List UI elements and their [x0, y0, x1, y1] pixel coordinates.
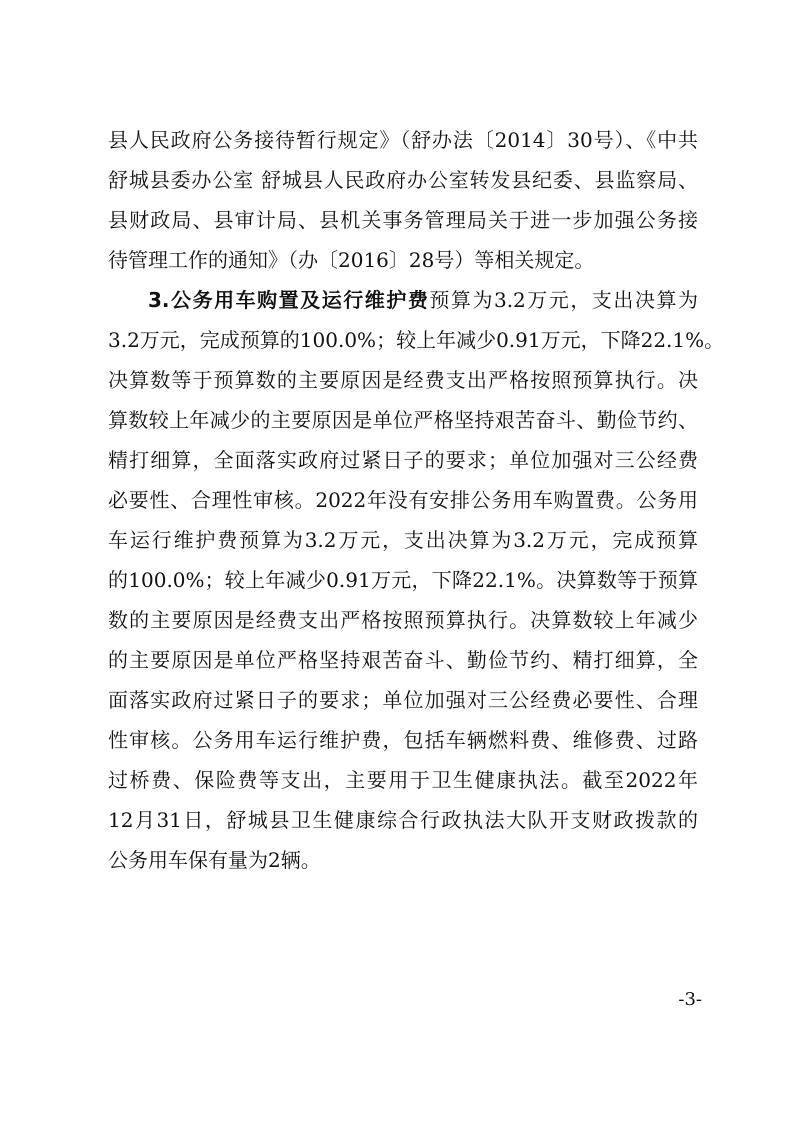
- text-line: 待管理工作的通知》（办〔2016〕28号）等相关规定。: [108, 248, 595, 272]
- text-line: 性审核。公务用车运行维护费，包括车辆燃料费、维修费、过路: [108, 728, 698, 752]
- text-line: 县人民政府公务接待暂行规定》（舒办法〔2014〕30号）、《中共: [108, 128, 698, 152]
- text-line: 舒城县委办公室 舒城县人民政府办公室转发县纪委、县监察局、: [108, 168, 698, 192]
- text-line: 12月31日，舒城县卫生健康综合行政执法大队开支财政拨款的: [108, 808, 698, 832]
- text-line: 精打细算，全面落实政府过紧日子的要求；单位加强对三公经费: [108, 448, 698, 472]
- text-line: 3.2万元，完成预算的100.0%；较上年减少0.91万元，下降22.1%。: [108, 328, 725, 352]
- text-line: 过桥费、保险费等支出，主要用于卫生健康执法。截至2022年: [108, 768, 698, 792]
- text-line: 决算数等于预算数的主要原因是经费支出严格按照预算执行。决: [108, 368, 698, 392]
- text-line: 县财政局、县审计局、县机关事务管理局关于进一步加强公务接: [108, 208, 698, 232]
- section-heading-line: [148, 280, 698, 320]
- text-line: 必要性、合理性审核。2022年没有安排公务用车购置费。公务用: [108, 488, 698, 512]
- text-line: 车运行维护费预算为3.2万元，支出决算为3.2万元，完成预算: [108, 528, 698, 552]
- text-line: 算数较上年减少的主要原因是单位严格坚持艰苦奋斗、勤俭节约、: [108, 408, 698, 432]
- text-line: 的100.0%；较上年减少0.91万元，下降22.1%。决算数等于预算: [108, 568, 698, 592]
- section-heading: 3.公务用车购置及运行维护费: [148, 288, 430, 312]
- page-number: -3-: [678, 989, 702, 1010]
- text-line: 的主要原因是单位严格坚持艰苦奋斗、勤俭节约、精打细算，全: [108, 648, 698, 672]
- text-line: 公务用车保有量为2辆。: [108, 848, 321, 872]
- text-run: 预算为3.2万元，支出决算为: [429, 288, 699, 312]
- text-line: 数的主要原因是经费支出严格按照预算执行。决算数较上年减少: [108, 608, 698, 632]
- text-line: 面落实政府过紧日子的要求；单位加强对三公经费必要性、合理: [108, 688, 698, 712]
